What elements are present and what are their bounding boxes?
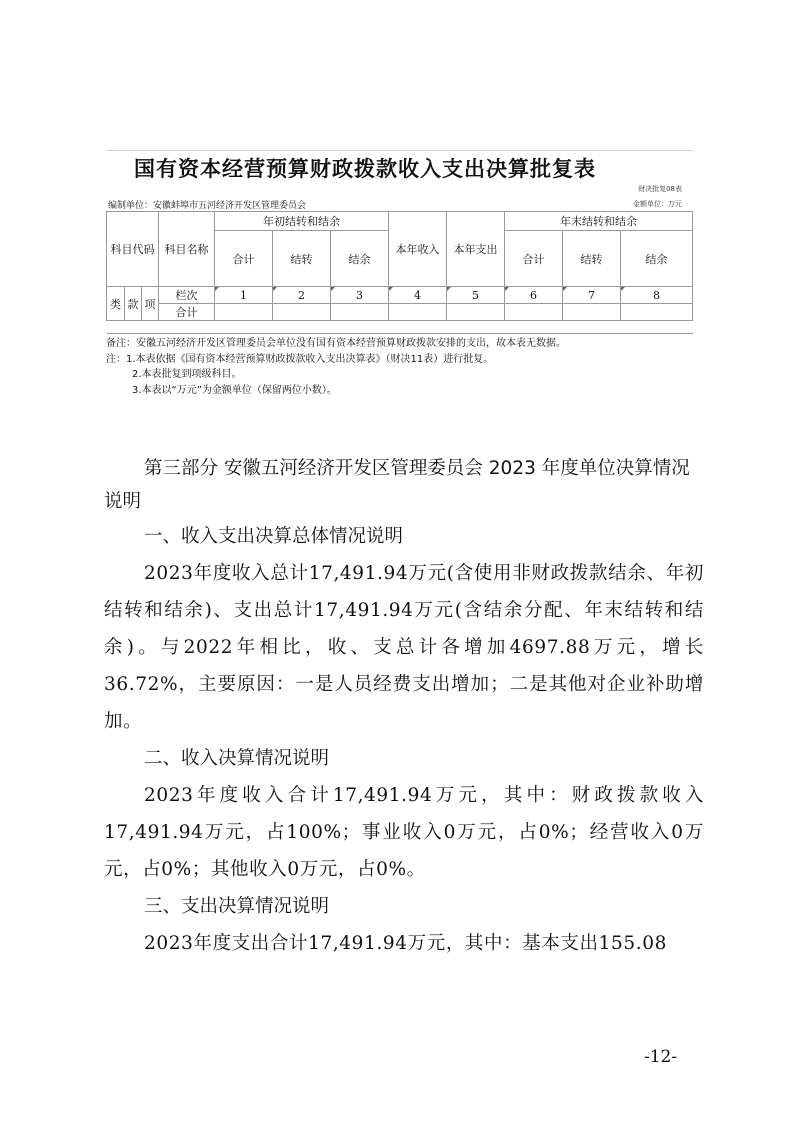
note-3: 3.本表以“万元”为金额单位（保留两位小数）。: [132, 384, 337, 396]
column-number: 5: [447, 287, 505, 304]
column-number: 1: [215, 287, 273, 304]
header-section: 款: [125, 287, 142, 321]
section-2-title: 二、收入决算情况说明: [144, 748, 330, 769]
table-cell: [563, 304, 621, 321]
note-2: 2.本表批复到项级科目。: [132, 369, 242, 380]
note-1: 注：1.本表依据《国有资本经营预算财政拨款收入支出决算表》（财决11表）进行批复。: [106, 353, 494, 365]
row-sum-label: 合计: [159, 304, 215, 321]
section-1-title: 一、收入支出决算总体情况说明: [144, 526, 404, 547]
table-cell: [273, 304, 331, 321]
header-end-group: 年末结转和结余: [505, 212, 693, 231]
header-column-no: 栏次: [159, 287, 215, 304]
report-body: [104, 452, 704, 962]
compiling-unit: 编制单位：安徽蚌埠市五河经济开发区管理委员会: [108, 201, 307, 211]
header-end-carry: 结转: [563, 231, 621, 287]
table-title-row: [106, 150, 692, 183]
table-cell: [621, 304, 693, 321]
part-title: 第三部分 安徽五河经济开发区管理委员会 2023 年度单位决算情况说明: [104, 458, 690, 512]
header-subject-name: 科目名称: [159, 212, 215, 287]
table-title: 国有资本经营预算财政拨款收入支出决算批复表: [134, 157, 596, 181]
approval-table-section: [106, 150, 692, 334]
table-number: 财决批复08表: [638, 185, 682, 193]
header-class: 类: [107, 287, 125, 321]
header-begin-total: 合计: [215, 231, 273, 287]
header-subject-code: 科目代码: [107, 212, 159, 287]
column-number: 2: [273, 287, 331, 304]
compiler-row: [106, 197, 692, 211]
table-spacer: [107, 321, 693, 334]
header-begin-group: 年初结转和结余: [215, 212, 389, 231]
budget-table: [106, 211, 693, 334]
remark-note: 备注：安徽五河经济开发区管理委员会单位没有国有资本经营预算财政拨款安排的支出，故本表无数据。: [106, 338, 566, 349]
header-item: 项: [142, 287, 159, 321]
section-3-paragraph: 2023年度支出合计17,491.94万元，其中：基本支出155.08: [144, 933, 667, 954]
column-number: 4: [389, 287, 447, 304]
column-number: 6: [505, 287, 563, 304]
header-end-total: 合计: [505, 231, 563, 287]
header-expense: 本年支出: [447, 212, 505, 287]
header-begin-carry: 结转: [273, 231, 331, 287]
header-begin-surplus: 结余: [331, 231, 389, 287]
section-3-title: 三、支出决算情况说明: [144, 896, 330, 917]
header-income: 本年收入: [389, 212, 447, 287]
table-number-row: [106, 183, 692, 197]
column-number: 3: [331, 287, 389, 304]
section-1-paragraph: 2023年度收入总计17,491.94万元(含使用非财政拨款结余、年初结转和结余)、支出总计17,491.94万元(含结余分配、年末结转和结余)。与2022年相比，收、支总计各增加4697.88万元，增长36.72%，主要原因：一是人员经费支出增加；二是其他对企业补助增加。: [104, 563, 704, 732]
page-number: -12-: [644, 1047, 678, 1067]
table-cell: [389, 304, 447, 321]
column-number: 8: [621, 287, 693, 304]
table-notes: [106, 336, 706, 398]
table-cell: [447, 304, 505, 321]
column-number: 7: [563, 287, 621, 304]
section-2-paragraph: 2023年度收入合计17,491.94万元，其中：财政拨款收入17,491.94万元，占100%；事业收入0万元，占0%；经营收入0万元，占0%；其他收入0万元，占0%。: [104, 785, 704, 880]
amount-unit: 金额单位：万元: [633, 200, 682, 208]
header-end-surplus: 结余: [621, 231, 693, 287]
table-cell: [505, 304, 563, 321]
table-cell: [331, 304, 389, 321]
table-cell: [215, 304, 273, 321]
